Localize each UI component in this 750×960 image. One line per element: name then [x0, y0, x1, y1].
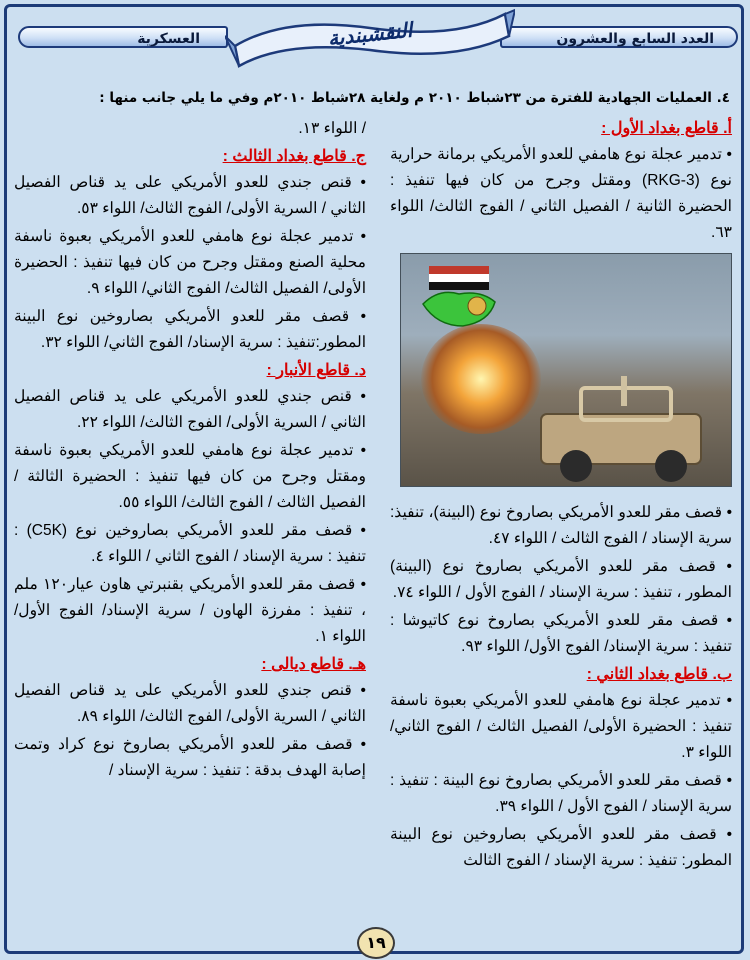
operation-item: • قنص جندي للعدو الأمريكي على يد قناص الفصيل الثاني / السرية الأولى/ الفوج الثالث/ اللواء ٢٢.	[14, 388, 366, 431]
subsection-title: د. قاطع الأنبار :	[266, 362, 366, 379]
subsection-title: أ. قاطع بغداد الأول :	[601, 120, 732, 137]
subsection-title: ج. قاطع بغداد الثالث :	[222, 148, 366, 165]
page-header	[0, 0, 750, 78]
operation-item: • قصف مقر للعدو الأمريكي بقنبرتي هاون عيار١٢٠ ملم ، تنفيذ : مفرزة الهاون / سرية الإسناد/ الفوج الأول/ اللواء ١.	[14, 576, 366, 645]
combat-photo	[400, 253, 732, 487]
operation-item: • قصف مقر للعدو الأمريكي بصاروخ نوع (البينة) المطور ، تنفيذ : سرية الإسناد / الفوج الأول / اللواء ٧٤.	[390, 558, 732, 601]
operation-item: • قصف مقر للعدو الأمريكي بصاروخ نوع كراد وتمت إصابة الهدف بدقة : تنفيذ : سرية الإسناد /	[14, 736, 366, 779]
humvee-vehicle	[521, 374, 711, 484]
right-column	[390, 116, 732, 876]
operation-item: • قصف مقر للعدو الأمريكي بصاروخين نوع البينة المطور:تنفيذ : سرية الإسناد/ الفوج الثاني/ اللواء ٣٢.	[14, 308, 366, 351]
operation-item: • تدمير عجلة نوع هامفي للعدو الأمريكي برمانة حرارية نوع (RKG-3) ومقتل وجرح من كان فيها تنفيذ : الحضيرة الثانية / الفصيل الثاني / الفوج الثالث/ اللواء ٦٣.	[390, 146, 732, 241]
operation-item: • تدمير عجلة نوع هامفي للعدو الأمريكي بعبوة ناسفة تنفيذ : الحضيرة الأولى/ الفصيل الثالث / الفوج الثاني/ اللواء ٣.	[390, 692, 732, 761]
operation-item: • تدمير عجلة نوع هامفي للعدو الأمريكي بعبوة ناسفة محلية الصنع ومقتل وجرح من كان فيها تنفيذ : الحضيرة الأولى/ الفصيل الثالث/ الفوج الثاني/ اللواء ٩.	[14, 228, 366, 297]
subsection-title: ب. قاطع بغداد الثاني :	[586, 666, 732, 683]
operation-item: / اللواء ١٣.	[298, 120, 366, 137]
subsection-title: هـ. قاطع ديالى :	[261, 656, 366, 673]
operation-item: • قصف مقر للعدو الأمريكي بصاروخ نوع كاتيوشا : تنفيذ : سرية الإسناد/ الفوج الأول/ اللواء ٩٣.	[390, 612, 732, 655]
left-column	[14, 116, 366, 786]
operation-item: • قصف مقر للعدو الأمريكي بصاروخ نوع البينة : تنفيذ : سرية الإسناد / الفوج الأول / اللواء ٣٩.	[390, 772, 732, 815]
operation-item: • قصف مقر للعدو الأمريكي بصاروخ نوع (البينة)، تنفيذ: سرية الإسناد / الفوج الثالث / اللواء ٤٧.	[390, 504, 732, 547]
page-number: ١٩	[357, 927, 395, 959]
operation-item: • قنص جندي للعدو الأمريكي على يد قناص الفصيل الثاني / السرية الأولى/ الفوج الثالث/ اللواء ٨٩.	[14, 682, 366, 725]
section-heading: ٤. العمليات الجهادية للفترة من ٢٣شباط ٢٠١٠ م ولغاية ٢٨شباط ٢٠١٠م وفي ما يلي جانب منها :	[99, 90, 730, 106]
issue-label: العدد السابع والعشرون	[500, 26, 738, 48]
operation-item: • قصف مقر للعدو الأمريكي بصاروخين نوع البينة المطور: تنفيذ : سرية الإسناد / الفوج الثالث	[390, 826, 732, 869]
operation-item: • تدمير عجلة نوع هامفي للعدو الأمريكي بعبوة ناسفة ومقتل وجرح من كان فيها تنفيذ : الحضيرة الثالثة / الفصيل الثالث / الفوج الثالث/ اللواء ٥٥.	[14, 442, 366, 511]
operation-item: • قصف مقر للعدو الأمريكي بصاروخين نوع (C5K) : تنفيذ : سرية الإسناد / الفوج الثاني / اللواء ٤.	[14, 522, 366, 565]
magazine-title: النقشبندية	[326, 17, 414, 51]
operation-item: • قنص جندي للعدو الأمريكي على يد قناص الفصيل الثاني / السرية الأولى/ الفوج الثالث/ اللواء ٥٣.	[14, 174, 366, 217]
section-label: العسكرية	[18, 26, 228, 48]
